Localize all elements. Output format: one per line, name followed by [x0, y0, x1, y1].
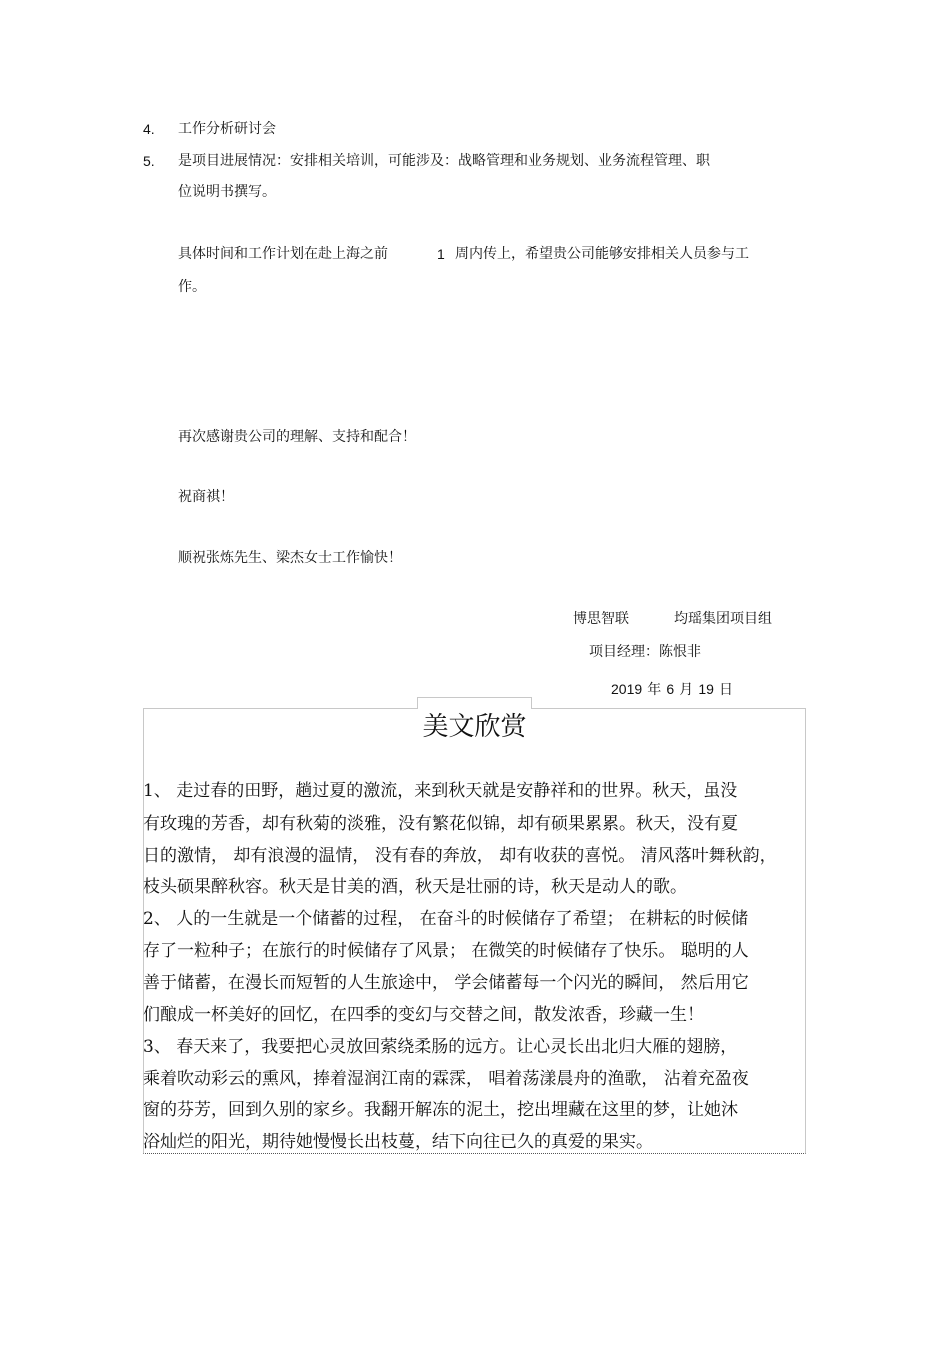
list-item-5-text: 是项目进展情况：安排相关培训，可能涉及：战略管理和业务规划、业务流程管理、职 [178, 153, 710, 169]
list-number-4: 4. [143, 121, 155, 137]
essay-line: 1、 走过春的田野，趟过夏的激流，来到秋天就是安静祥和的世界。秋天，虽没 [143, 781, 738, 801]
signature-manager: 项目经理：陈恨非 [589, 644, 701, 660]
closing-wishes: 顺祝张炼先生、梁杰女士工作愉快！ [178, 550, 402, 566]
schedule-text-part2: 周内传上，希望贵公司能够安排相关人员参与工 [455, 246, 749, 262]
essay-line: 们酿成一杯美好的回忆，在四季的变幻与交替之间，散发浓香，珍藏一生！ [143, 1005, 704, 1025]
essay-line: 有玫瑰的芳香，却有秋菊的淡雅，没有繁花似锦，却有硕果累累。秋天，没有夏 [143, 814, 738, 834]
schedule-week-number: 1 [437, 246, 445, 262]
date-month-char: 月 [679, 682, 694, 698]
essay-line: 浴灿烂的阳光，期待她慢慢长出枝蔓，结下向往已久的真爱的果实。 [143, 1132, 653, 1152]
signature-company1: 博思智联 [573, 611, 629, 627]
closing-regards: 祝商祺！ [178, 489, 234, 505]
essay-line: 2、 人的一生就是一个储蓄的过程， 在奋斗的时候储存了希望； 在耕耘的时候储 [143, 909, 749, 929]
essay-title: 美文欣赏 [422, 712, 527, 742]
essay-line: 枝头硕果醉秋容。秋天是甘美的酒，秋天是壮丽的诗，秋天是动人的歌。 [143, 877, 687, 897]
date-year-char: 年 [647, 682, 662, 698]
essay-line: 乘着吹动彩云的熏风，捧着湿润江南的霖霂， 唱着荡漾晨舟的渔歌， 沾着充盈夜 [143, 1069, 749, 1089]
schedule-text-line2: 作。 [178, 279, 206, 295]
date-day-char: 日 [719, 682, 733, 698]
closing-thanks: 再次感谢贵公司的理解、支持和配合！ [178, 429, 416, 445]
schedule-text-part1: 具体时间和工作计划在赴上海之前 [178, 246, 388, 262]
essay-line: 日的激情， 却有浪漫的温情， 没有春的奔放， 却有收获的喜悦。 清风落叶舞秋韵， [143, 846, 777, 866]
essay-line: 善于储蓄，在漫长而短暂的人生旅途中， 学会储蓄每一个闪光的瞬间， 然后用它 [143, 973, 749, 993]
date-year: 2019 [611, 681, 643, 697]
signature-company2: 均瑶集团项目组 [674, 611, 772, 627]
date-month: 6 [666, 681, 675, 697]
essay-line: 3、 春天来了，我要把心灵放回萦绕柔肠的远方。让心灵长出北归大雁的翅膀， [143, 1037, 738, 1057]
list-number-5: 5. [143, 153, 155, 169]
date-day: 19 [698, 681, 714, 697]
essay-line: 窗的芬芳，回到久别的家乡。我翻开解冻的泥土，挖出埋藏在这里的梦，让她沐 [143, 1100, 738, 1120]
essay-line: 存了一粒种子；在旅行的时候储存了风景； 在微笑的时候储存了快乐。 聪明的人 [143, 941, 749, 961]
list-item-5-continuation: 位说明书撰写。 [178, 184, 276, 200]
signature-date [611, 679, 733, 699]
list-item-4-text: 工作分析研讨会 [178, 121, 276, 137]
